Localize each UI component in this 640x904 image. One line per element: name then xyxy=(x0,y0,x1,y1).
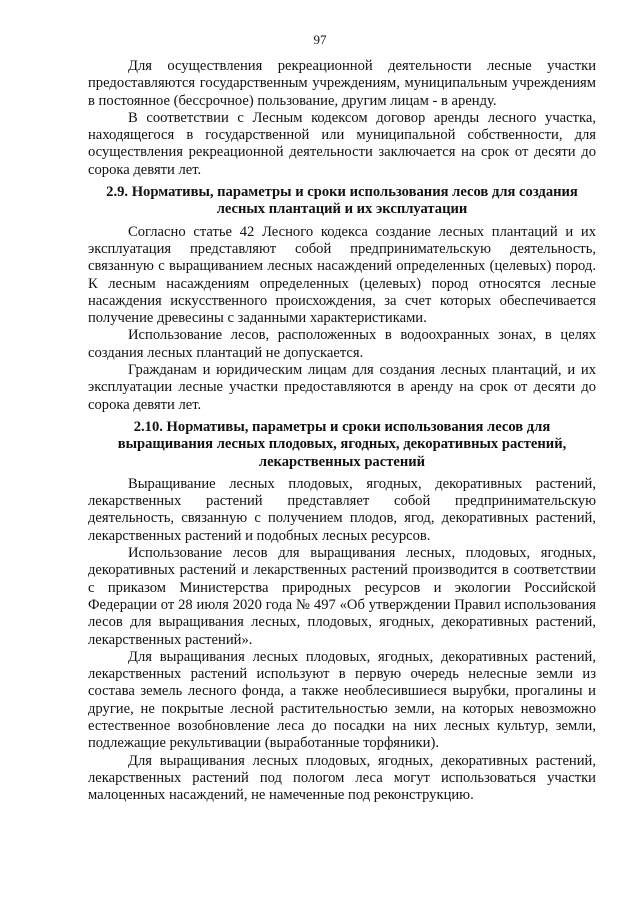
section-2-9-paragraph-1: Согласно статье 42 Лесного кодекса создание лесных плантаций и их эксплуатация представляют собой предпринимательскую деятельность, связанную с выращиванием лесных насаждений определенных (целевых) пород. К лесным насаждениям определенных (целевых) пород относятся лесные насаждения искусственного происхождения, за счет которых обеспечивается получение древесины с заданными характеристиками. xyxy=(88,223,596,327)
section-2-9-paragraph-3: Гражданам и юридическим лицам для создания лесных плантаций, и их эксплуатации лесные участки предоставляются в аренду на срок от десяти до сорока девяти лет. xyxy=(88,362,596,413)
section-2-10-paragraph-4: Для выращивания лесных плодовых, ягодных, декоративных растений, лекарственных растений под пологом леса могут использоваться участки малоценных насаждений, не намеченные под реконструкцию. xyxy=(88,752,596,804)
section-2-9-title: 2.9. Нормативы, параметры и сроки использования лесов для создания лесных плантаций и их эксплуатации xyxy=(106,184,578,218)
paragraph-intro-2: В соответствии с Лесным кодексом договор аренды лесного участка, находящегося в государственной или муниципальной собственности, для осуществления рекреационной деятельности заключается на срок от десяти до сорока девяти лет. xyxy=(88,109,596,178)
section-2-10-title: 2.10. Нормативы, параметры и сроки использования лесов для выращивания лесных плодовых, ягодных, декоративных растений, лекарственных растений xyxy=(117,418,567,470)
section-2-10-paragraph-1: Выращивание лесных плодовых, ягодных, декоративных растений, лекарственных растений представляет собой предпринимательскую деятельность, связанную с получением плодов, ягод, декоративных растений, лекарственных растений и подобных лесных ресурсов. xyxy=(88,475,596,544)
section-2-10-paragraph-2: Использование лесов для выращивания лесных, плодовых, ягодных, декоративных растений и лекарственных растений производится в соответствии с приказом Министерства природных ресурсов и экологии Российской Федерации от 28 июля 2020 года № 497 «Об утверждении Правил использования лесов для выращивания лесных, плодовых, ягодных, декоративных растений, лекарственных растений». xyxy=(88,545,596,648)
section-2-10-paragraph-3: Для выращивания лесных плодовых, ягодных, декоративных растений, лекарственных растений используют в первую очередь нелесные земли из состава земель лесного фонда, а также необлесившиеся вырубки, прогалины и другие, не покрытые лесной растительностью земли, на которых невозможно естественное возобновление леса до посадки на них лесных культур, земли, подлежащие рекультивации (выработанные торфяники). xyxy=(88,648,596,752)
section-2-9-paragraph-2: Использование лесов, расположенных в водоохранных зонах, в целях создания лесных плантаций не допускается. xyxy=(88,327,596,361)
page-number: 97 xyxy=(313,32,327,47)
page-content xyxy=(88,58,596,804)
paragraph-intro-1: Для осуществления рекреационной деятельности лесные участки предоставляются государственным учреждениям, муниципальным учреждениям в постоянное (бессрочное) пользование, другим лицам - в аренду. xyxy=(88,58,596,109)
